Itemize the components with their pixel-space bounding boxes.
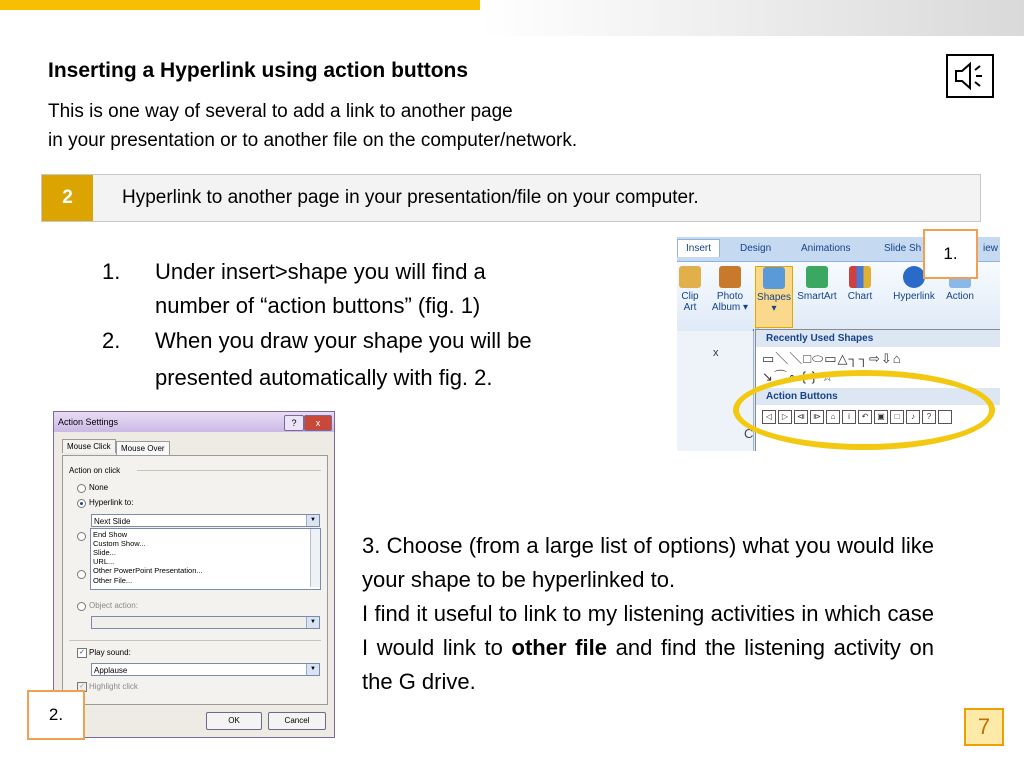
list-option[interactable]: Other PowerPoint Presentation...: [93, 566, 203, 575]
para-line: [362, 597, 934, 699]
action-back-button[interactable]: ◁: [762, 410, 776, 424]
smartart-button[interactable]: [795, 266, 839, 302]
button-label: Album ▾: [711, 302, 749, 313]
instruction-list: [102, 255, 662, 399]
button-label: Action: [946, 291, 974, 302]
step-number: 2: [42, 175, 93, 221]
close-button[interactable]: x: [304, 415, 332, 431]
list-option[interactable]: URL...: [93, 557, 115, 566]
button-label: Photo: [716, 291, 744, 302]
sound-select[interactable]: [91, 663, 320, 676]
subtitle-line: This is one way of several to add a link to another page: [48, 101, 513, 122]
top-gradient-bar: [480, 0, 1024, 36]
chevron-down-icon[interactable]: ▼: [306, 515, 319, 526]
hyperlink-radio[interactable]: [77, 499, 86, 508]
list-number: 2.: [102, 328, 121, 353]
button-label: Clip: [681, 291, 699, 302]
panel-text: C: [744, 426, 754, 441]
tab-view[interactable]: iew: [983, 243, 999, 254]
hyperlink-select[interactable]: [91, 514, 320, 527]
hyperlink-options-list: [90, 528, 321, 590]
list-number: 1.: [102, 259, 121, 284]
list-option[interactable]: Custom Show...: [93, 539, 146, 548]
tab-mouse-over[interactable]: Mouse Over: [116, 441, 170, 455]
smartart-icon: [806, 266, 828, 288]
none-radio[interactable]: [77, 484, 86, 493]
list-line: number of “action buttons” (fig. 1): [155, 293, 481, 318]
chevron-down-icon[interactable]: ▼: [306, 664, 319, 675]
section-label: Action on click: [69, 466, 121, 475]
action-home-button[interactable]: ⌂: [826, 410, 840, 424]
clip-art-button[interactable]: [679, 266, 701, 313]
tab-insert[interactable]: Insert: [677, 239, 720, 257]
list-option[interactable]: Other File...: [93, 576, 133, 585]
action-forward-button[interactable]: ▷: [778, 410, 792, 424]
action-sound-button[interactable]: ♪: [906, 410, 920, 424]
action-movie-button[interactable]: ▣: [874, 410, 888, 424]
highlight-label: Highlight click: [89, 682, 138, 691]
divider: [69, 640, 321, 641]
cancel-button[interactable]: Cancel: [268, 712, 326, 730]
list-option[interactable]: Slide...: [93, 548, 116, 557]
slide-title: Inserting a Hyperlink using action buttons: [48, 59, 469, 82]
list-line: Under insert>shape you will find a: [155, 259, 486, 284]
none-label: None: [89, 483, 109, 492]
header-label: Action Buttons: [766, 391, 838, 402]
play-sound-checkbox[interactable]: ✓: [77, 648, 87, 658]
globe-icon: [903, 266, 925, 288]
shapes-button[interactable]: [755, 266, 793, 328]
action-settings-dialog: [53, 411, 335, 738]
button-label: Art: [683, 302, 697, 313]
action-document-button[interactable]: □: [890, 410, 904, 424]
button-label: Hyperlink: [893, 291, 935, 302]
help-button[interactable]: ?: [284, 415, 304, 431]
chart-icon: [849, 266, 871, 288]
page-number: 7: [964, 708, 1004, 746]
highlight-checkbox[interactable]: ✓: [77, 682, 87, 692]
speaker-icon[interactable]: [946, 54, 994, 98]
hyperlink-label: Hyperlink to:: [89, 498, 134, 507]
list-item: [102, 324, 662, 398]
object-action-radio[interactable]: [77, 602, 86, 611]
button-label: Chart: [847, 291, 873, 302]
select-value: Applause: [94, 666, 128, 675]
tab-slide-show[interactable]: Slide Sh: [884, 243, 922, 254]
section-divider: [137, 470, 321, 471]
tab-design[interactable]: Design: [740, 243, 772, 254]
ok-button[interactable]: OK: [206, 712, 262, 730]
list-option[interactable]: End Show: [93, 530, 128, 539]
action-beginning-button[interactable]: ⧏: [794, 410, 808, 424]
select-value: Next Slide: [94, 517, 131, 526]
action-return-button[interactable]: ↶: [858, 410, 872, 424]
chevron-down-icon[interactable]: ▼: [306, 617, 319, 628]
close-icon[interactable]: x: [713, 347, 719, 359]
tab-mouse-click[interactable]: Mouse Click: [62, 439, 116, 453]
header-label: Recently Used Shapes: [766, 333, 874, 344]
para-text: and find the listening activity on the G drive.: [362, 635, 935, 694]
chart-button[interactable]: [845, 266, 875, 302]
recent-shapes-row[interactable]: ↘⌒∘ { } ☆: [762, 369, 835, 384]
shapes-icon: [763, 267, 785, 289]
highlight-ellipse: [733, 370, 995, 450]
list-scrollbar[interactable]: [310, 529, 320, 587]
photo-album-icon: [719, 266, 741, 288]
subtitle-line: in your presentation or to another file on the computer/network.: [48, 130, 578, 151]
play-sound-label: Play sound:: [89, 648, 131, 657]
action-end-button[interactable]: ⧐: [810, 410, 824, 424]
button-label: Shapes: [757, 292, 791, 303]
para-line: 3. Choose (from a large list of options) what you would like your shape to be hyperlinked to.: [362, 533, 934, 592]
photo-album-button[interactable]: [711, 266, 749, 313]
slide-subtitle: [48, 97, 577, 155]
dialog-titlebar: [54, 412, 334, 432]
dialog-title: Action Settings: [58, 417, 119, 427]
recent-shapes-row[interactable]: ▭＼＼□⬭▭△┐┐⇨⇩⌂: [762, 351, 902, 366]
step-banner: [41, 174, 981, 222]
para-text: I find it useful to link to my listening activities in which case I would link to: [362, 601, 934, 660]
slides-panel: [677, 331, 754, 451]
recent-shapes-header: [756, 330, 1000, 347]
run-program-radio[interactable]: [77, 532, 86, 541]
run-macro-radio[interactable]: [77, 570, 86, 579]
action-info-button[interactable]: i: [842, 410, 856, 424]
para-bold: other file: [511, 635, 607, 660]
list-line: When you draw your shape you will be: [155, 328, 532, 353]
figure1-label: 1.: [923, 229, 978, 279]
top-accent-bar: [0, 0, 480, 10]
figure2-label: 2.: [27, 690, 85, 740]
instruction-paragraph: [362, 529, 934, 699]
button-label: SmartArt: [797, 291, 837, 302]
object-action-label: Object action:: [89, 601, 138, 610]
object-action-select[interactable]: [91, 616, 320, 629]
list-item: [102, 255, 662, 323]
step-text: Hyperlink to another page in your presentation/file on your computer.: [122, 187, 699, 208]
list-line: presented automatically with fig. 2.: [155, 365, 493, 390]
action-help-button[interactable]: ?: [922, 410, 936, 424]
button-label: ▾: [771, 303, 777, 314]
clip-art-icon: [679, 266, 701, 288]
tab-animations[interactable]: Animations: [801, 243, 851, 254]
